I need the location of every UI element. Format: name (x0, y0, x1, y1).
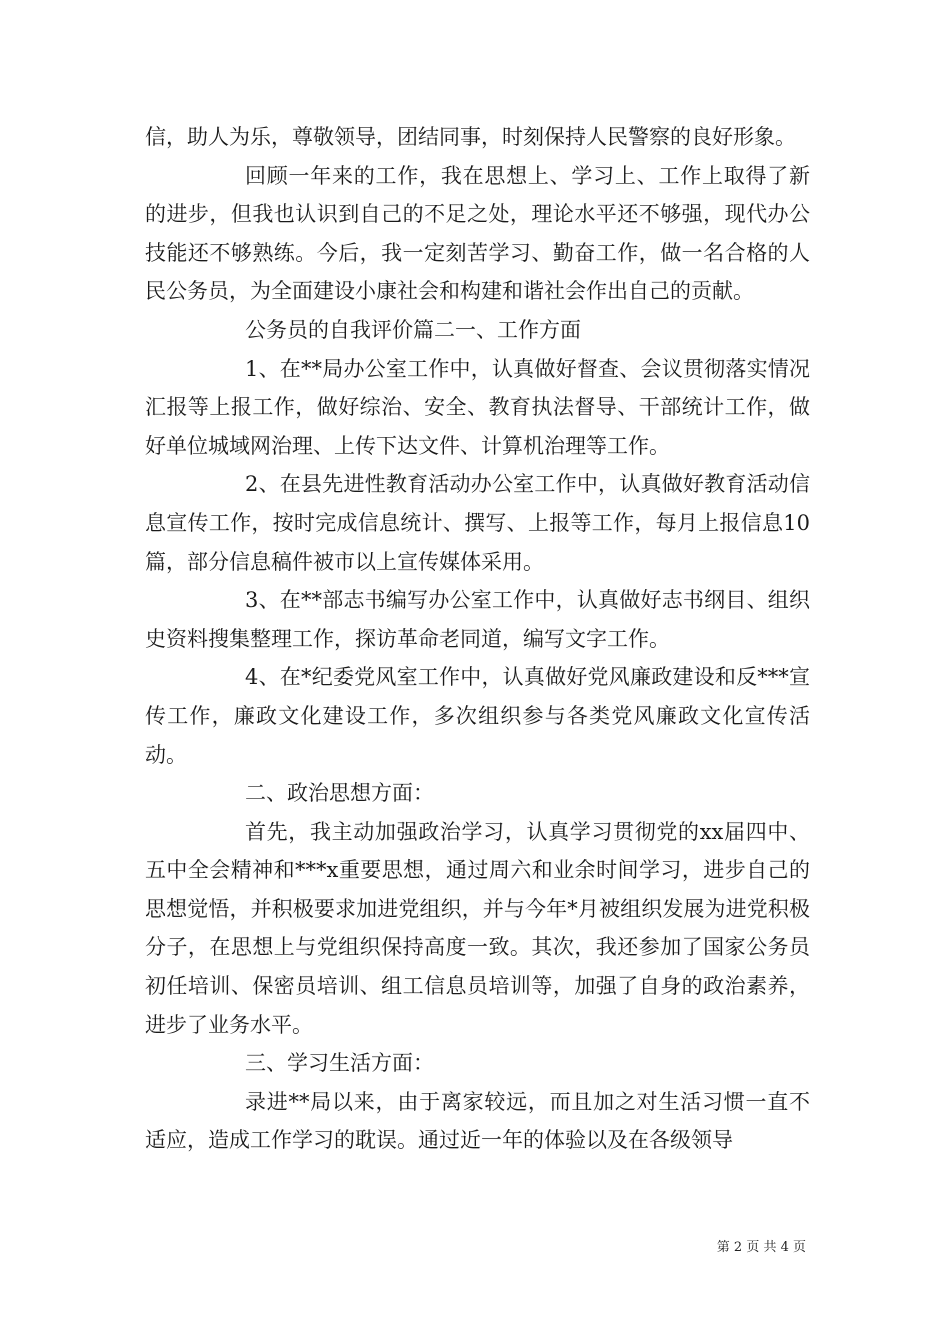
paragraph-work-item-2: 2、在县先进性教育活动办公室工作中，认真做好教育活动信息宣传工作，按时完成信息统计、撰写、上报等工作，每月上报信息10篇，部分信息稿件被市以上宣传媒体采用。 (145, 472, 810, 574)
section-heading-politics: 二、政治思想方面： (245, 781, 434, 806)
document-body (145, 118, 810, 1160)
paragraph-work-item-1: 1、在**局办公室工作中，认真做好督查、会议贯彻落实情况汇报等上报工作，做好综治、安全、教育执法督导、干部统计工作，做好单位城域网治理、上传下达文件、计算机治理等工作。 (145, 356, 810, 458)
paragraph-work-item-3: 3、在**部志书编写办公室工作中，认真做好志书纲目、组织史资料搜集整理工作，探访革命老同道，编写文字工作。 (145, 588, 810, 651)
section-heading-work: 公务员的自我评价篇二一、工作方面 (245, 317, 581, 342)
paragraph-continuation: 信，助人为乐，尊敬领导，团结同事，时刻保持人民警察的良好形象。 (145, 125, 796, 149)
paragraph-study-life: 录进**局以来，由于离家较远，而且加之对生活习惯一直不适应，造成工作学习的耽误。通过近一年的体验以及在各级领导 (145, 1089, 810, 1153)
section-heading-study-life: 三、学习生活方面： (245, 1051, 434, 1076)
page-number-footer: 第 2 页 共 4 页 (716, 1240, 806, 1255)
paragraph-politics: 首先，我主动加强政治学习，认真学习贯彻党的xx届四中、五中全会精神和***x重要思想，通过周六和业余时间学习，进步自己的思想觉悟，并积极要求加进党组织，并与今年*月被组织发展为进党积极分子，在思想上与党组织保持高度一致。其次，我还参加了国家公务员初任培训、保密员培训、组工信息员培训等，加强了自身的政治素养，进步了业务水平。 (145, 819, 810, 1037)
paragraph-review: 回顾一年来的工作，我在思想上、学习上、工作上取得了新的进步，但我也认识到自己的不足之处，理论水平还不够强，现代办公技能还不够熟练。今后，我一定刻苦学习、勤奋工作，做一名合格的人民公务员，为全面建设小康社会和构建和谐社会作出自己的贡献。 (145, 163, 810, 304)
paragraph-work-item-4: 4、在*纪委党风室工作中，认真做好党风廉政建设和反***宣传工作，廉政文化建设工作，多次组织参与各类党风廉政文化宣传活动。 (145, 665, 810, 767)
